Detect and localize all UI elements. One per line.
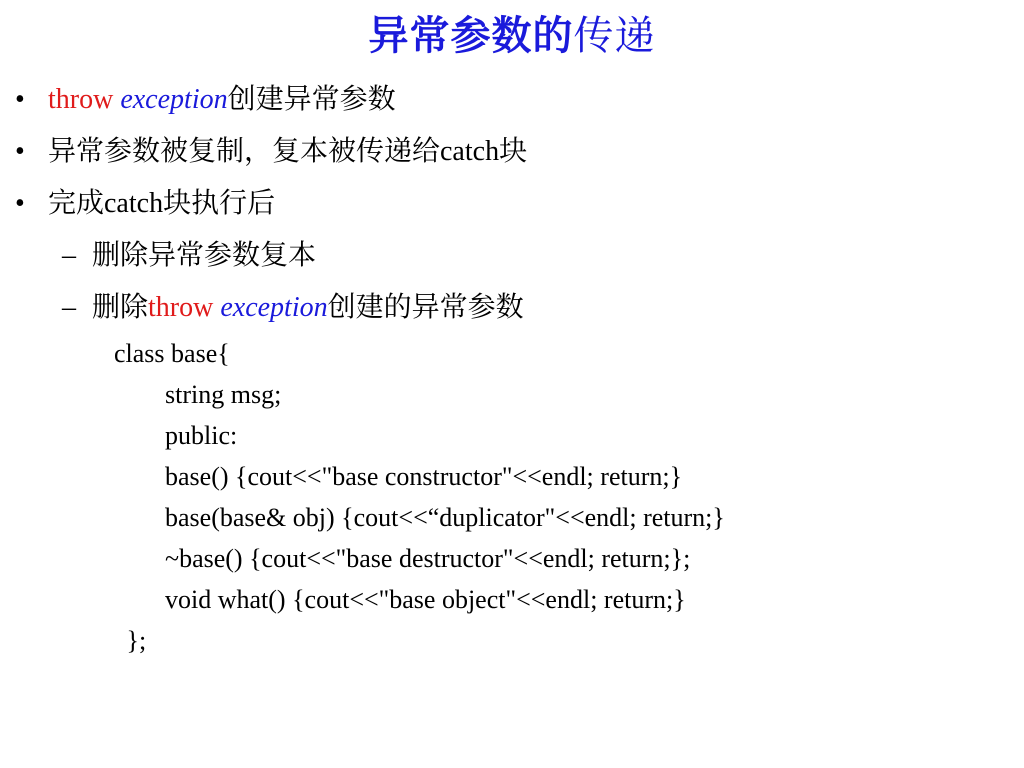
code-line: ~base() {cout<<"base destructor"<<endl; return;};: [165, 544, 691, 573]
code-line: base(base& obj) {cout<<“duplicator"<<endl; return;}: [165, 503, 725, 532]
text-segment: 删除异常参数复本: [92, 240, 317, 271]
bullet-text: [48, 80, 396, 120]
slide-title-regular: 传递: [573, 13, 656, 58]
bullet-text: [92, 236, 316, 276]
text-segment: 完成catch块执行后: [48, 188, 276, 219]
bullet-marker: •: [15, 84, 25, 115]
dash-marker: –: [62, 240, 76, 271]
code-line: void what() {cout<<"base object"<<endl; return;}: [165, 585, 686, 614]
bullet-marker: •: [15, 188, 25, 219]
code-line: public:: [165, 421, 238, 450]
bullet-text: [48, 184, 275, 224]
text-segment: 创建异常参数: [227, 84, 396, 115]
keyword-throw: throw: [48, 84, 121, 115]
code-line: };: [120, 626, 147, 655]
text-segment: 删除: [92, 292, 149, 323]
text-segment: 创建的异常参数: [327, 292, 524, 323]
keyword-throw: throw: [148, 292, 221, 323]
code-line: string msg;: [165, 380, 282, 409]
text-segment: 异常参数被复制，复本被传递给catch块: [48, 136, 528, 167]
bullet-text: [92, 288, 524, 328]
bullet-text: [48, 132, 527, 172]
code-line: base() {cout<<"base constructor"<<endl; return;}: [165, 462, 683, 491]
slide-title: [0, 8, 1024, 64]
code-line: class base{: [114, 339, 230, 368]
keyword-exception: exception: [220, 292, 328, 323]
keyword-exception: exception: [120, 84, 228, 115]
dash-marker: –: [62, 292, 76, 323]
bullet-marker: •: [15, 136, 25, 167]
slide-title-bold: 异常参数的: [368, 13, 574, 58]
